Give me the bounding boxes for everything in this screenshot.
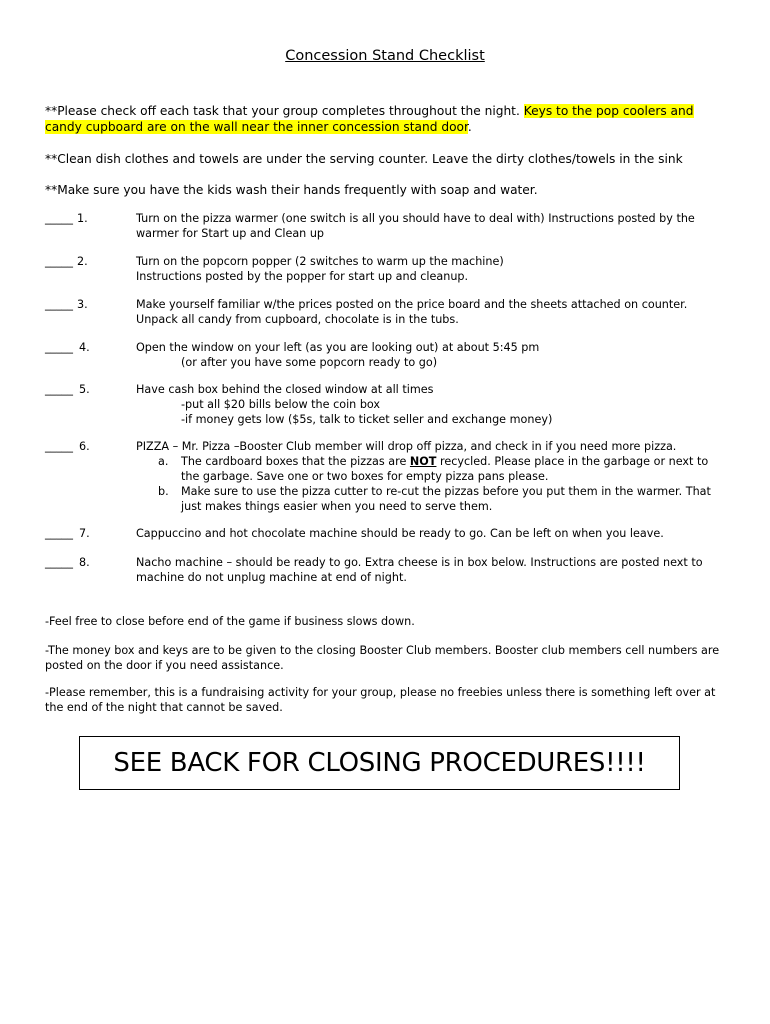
item-text: Cappuccino and hot chocolate machine should be ready to go. Can be left on when you leave. [136, 527, 664, 540]
money-box-note: -The money box and keys are to be given to the closing Booster Club members. Booster club members cell numbers are posted on the door if you need assistance. [45, 644, 720, 672]
sub-item-label: a. [158, 455, 169, 468]
item-line: (or after you have some popcorn ready to go) [181, 356, 438, 369]
item-number: 8. [79, 556, 90, 569]
closing-procedures-banner: SEE BACK FOR CLOSING PROCEDURES!!!! [79, 736, 680, 790]
item-line: Turn on the popcorn popper (2 switches to warm up the machine) [136, 255, 504, 268]
item-text: Nacho machine – should be ready to go. Extra cheese is in box below. Instructions are posted next to machine do not unplug machine at end of night. [136, 556, 703, 584]
item-number: 1. [77, 212, 88, 225]
item-number: 3. [77, 298, 88, 311]
check-blank[interactable]: _____ [45, 527, 73, 540]
check-blank[interactable]: _____ [45, 298, 73, 311]
not-emphasis: NOT [409, 455, 437, 468]
handwash-note: **Make sure you have the kids wash their hands frequently with soap and water. [45, 183, 538, 197]
item-number: 7. [79, 527, 90, 540]
check-blank[interactable]: _____ [45, 255, 73, 268]
item-number: 6. [79, 440, 90, 453]
closing-time-note: -Feel free to close before end of the game if business slows down. [45, 615, 415, 628]
document-title: Concession Stand Checklist [285, 48, 485, 64]
highlighted-keys-note: Keys to the pop coolers and candy cupboard are on the wall near the inner concession stand door [45, 104, 694, 134]
fundraising-note: -Please remember, this is a fundraising activity for your group, please no freebies unless there is something left over at the end of the night that cannot be saved. [45, 686, 716, 714]
intro-note-suffix: . [467, 120, 472, 134]
sub-item-text: The cardboard boxes that the pizzas are [181, 455, 410, 468]
check-blank[interactable]: _____ [45, 341, 73, 354]
item-text [136, 382, 726, 427]
check-blank[interactable]: _____ [45, 556, 73, 569]
item-number: 4. [79, 341, 90, 354]
item-text [136, 439, 726, 514]
towels-note: **Clean dish clothes and towels are under the serving counter. Leave the dirty clothes/towels in the sink [45, 152, 683, 166]
sub-item-a [136, 454, 726, 484]
item-number: 5. [79, 383, 90, 396]
item-text: Turn on the pizza warmer (one switch is all you should have to deal with) Instructions posted by the warmer for Start up and Clean up [136, 212, 695, 240]
sub-item-text: recycled. Please place in the garbage or next to the garbage. Save one or two boxes for empty pizza pans please. [181, 455, 709, 483]
item-line: Instructions posted by the popper for start up and cleanup. [136, 270, 469, 283]
item-line: PIZZA – Mr. Pizza –Booster Club member will drop off pizza, and check in if you need more pizza. [136, 440, 677, 453]
item-line: Open the window on your left (as you are looking out) at about 5:45 pm [136, 341, 540, 354]
sub-item-label: b. [158, 485, 169, 498]
item-line: -put all $20 bills below the coin box [181, 398, 381, 411]
sub-item-b [136, 484, 726, 514]
check-blank[interactable]: _____ [45, 212, 73, 225]
item-text [136, 254, 726, 284]
item-line: Have cash box behind the closed window at all times [136, 383, 434, 396]
item-text: Make yourself familiar w/the prices posted on the price board and the sheets attached on counter. Unpack all candy from cupboard, chocolate is in the tubs. [136, 298, 688, 326]
intro-note-prefix: **Please check off each task that your group completes throughout the night. [45, 104, 524, 118]
check-blank[interactable]: _____ [45, 440, 73, 453]
item-number: 2. [77, 255, 88, 268]
item-line: -if money gets low ($5s, talk to ticket seller and exchange money) [181, 413, 553, 426]
sub-item-text: Make sure to use the pizza cutter to re-cut the pizzas before you put them in the warmer. That just makes things easier when you need to serve them. [181, 485, 711, 513]
item-text [136, 340, 726, 370]
intro-note [45, 103, 725, 135]
check-blank[interactable]: _____ [45, 383, 73, 396]
